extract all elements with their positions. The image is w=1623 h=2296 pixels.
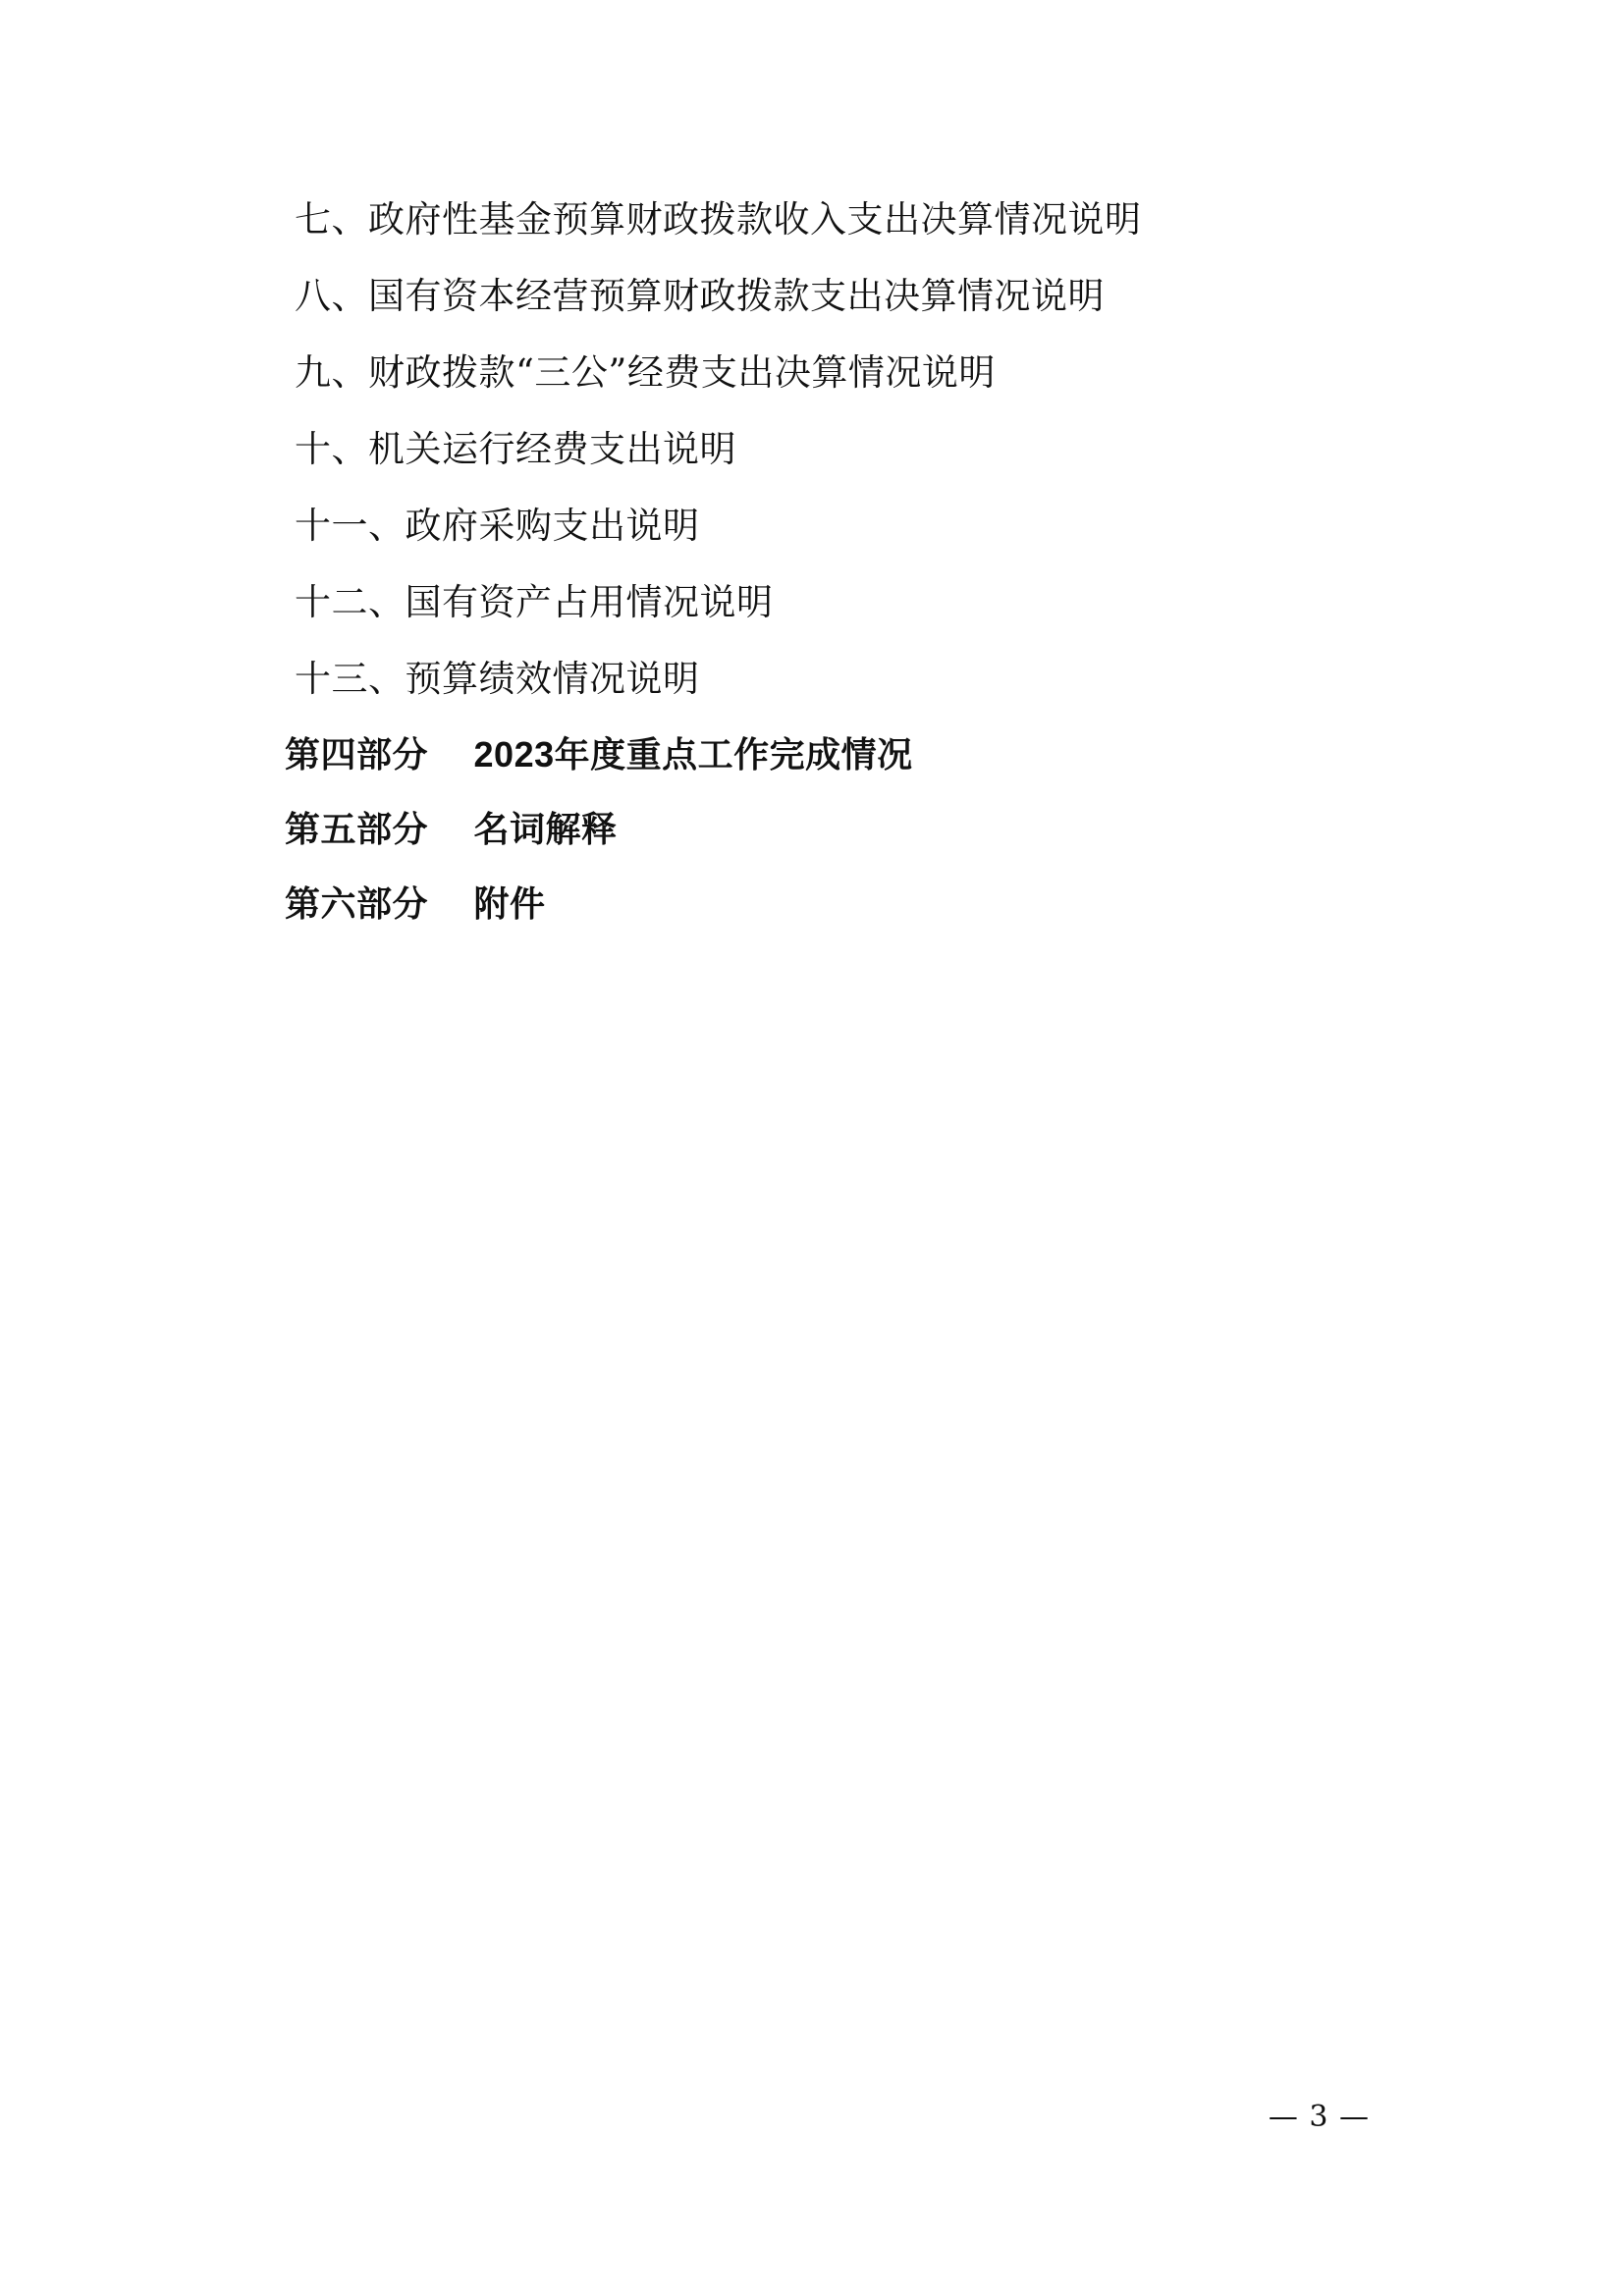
toc-part-item[interactable] bbox=[285, 718, 1355, 792]
toc-part-item[interactable] bbox=[285, 867, 1355, 941]
toc-item[interactable]: 十、机关运行经费支出说明 bbox=[295, 428, 736, 470]
toc-item[interactable]: 九、财政拨款“三公”经费支出决算情况说明 bbox=[295, 351, 996, 394]
toc-item[interactable]: 十一、政府采购支出说明 bbox=[295, 505, 700, 547]
toc-item[interactable]: 十三、预算绩效情况说明 bbox=[295, 658, 700, 700]
toc-part-item[interactable] bbox=[285, 792, 1355, 867]
toc-part-label: 第四部分 bbox=[285, 734, 429, 774]
toc-part-title: 附件 bbox=[473, 883, 546, 924]
page-number: — 3 — bbox=[1268, 2100, 1370, 2134]
toc-part-label: 第六部分 bbox=[285, 883, 429, 924]
toc-item[interactable]: 七、政府性基金预算财政拨款收入支出决算情况说明 bbox=[295, 198, 1142, 240]
toc-item[interactable]: 十二、国有资产占用情况说明 bbox=[295, 581, 774, 623]
toc-item[interactable]: 八、国有资本经营预算财政拨款支出决算情况说明 bbox=[295, 275, 1105, 317]
toc-part-title: 名词解释 bbox=[473, 809, 618, 849]
toc-part-label: 第五部分 bbox=[285, 809, 429, 849]
toc-part-title: 2023年度重点工作完成情况 bbox=[473, 734, 913, 774]
table-of-contents bbox=[285, 182, 1355, 941]
